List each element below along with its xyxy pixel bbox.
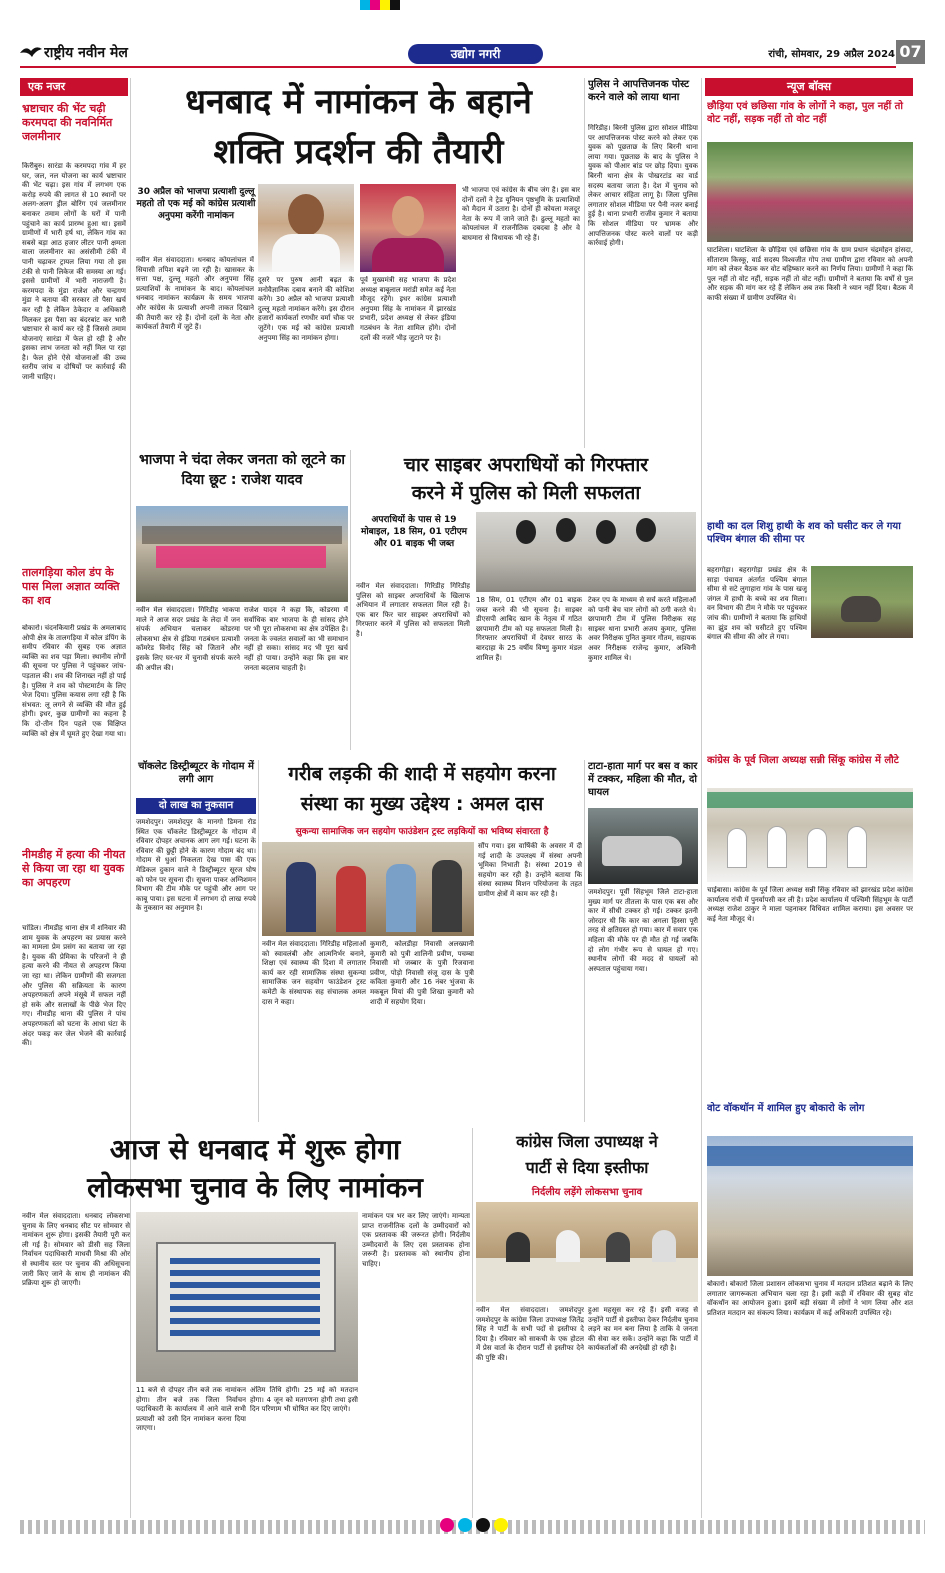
story-body: किरीबुरु। सारंडा के करमपदा गांव में हर घर, जल, नल योजना का कार्य भ्रष्टाचार की भेंट चढ़ा। इस गांव में लगभग एक करोड़ रुपये की लागत से 10 स्थानों पर अलग-अलग ड्रील बोरिंग एवं जलमीनार बनाकर तमाम लोगों के घरों में पानी पहुंचाने का कार्य प्रारम्भ हुआ था। इसमें ग्रामीणों में भारी हर्ष था, लेकिन गांव का सबसे बड़ा आठ हजार लीटर पानी क्षमता वाला जलमीनार का असंसीमी टंकी में पानी चढ़ाकर ट्रायल लिया गया तो इस टंकी से पानी लिकेज की समस्या आ गई। इससे ग्रामीणों में भारी नाराजगी है। करमपदा के मुंडा राजेश और चन्द्रगण मुंडा ने बताया की सरकार तो पैसा खर्च कर रही है लेकिन ठेकेदार व अधिकारी मिलकर इस पैसा का बंदरबांट कर भारी भ्रष्टाचार से कार्य कर रहे हैं जिससे तमाम योजनाएं सारंडा में फेल हो रही है और इसका लाभ जनता को नहीं मिल पा रहा है। फेल होने ऐसे योजनाओं की उच्च स्तरीय जांच व दोषियों पर कार्रवाई की जानी चाहिए। <box>22 162 126 382</box>
resign-body: हुआ महसूस कर रहे हैं। इसी वजह से उन्होंने पार्टी से इस्तीफा देकर निर्दलीय चुनाव लड़ने का मन बना लिया है ताकि वे जनता की सेवा कर सकें। उन्होंने कहा कि पार्टी में कार्यकर्ताओं की अनदेखी हो रही है। <box>588 1306 698 1353</box>
walkathon-photo <box>707 1136 913 1276</box>
resign-kicker: निर्दलीय लड़ेंगे लोकसभा चुनाव <box>531 1187 643 1198</box>
masthead <box>20 40 925 70</box>
cyber-body: नवीन मेल संवाददाता। गिरिडीह गिरिडीह पुलिस को साइबर अपराधियों के खिलाफ अभियान में लगातार सफलता मिल रही है। एक बार फिर चार साइबर अपराधियों को गिरफ्तार करने में पुलिस को सफलता मिली है। <box>356 582 470 638</box>
lead-kicker: 30 अप्रैल को भाजपा प्रत्याशी दुल्लू महतो तो एक मई को कांग्रेस प्रत्याशी अनुपमा करेंगी नामांकन <box>136 187 256 221</box>
marriage-title-line1: गरीब लड़की की शादी में सहयोग करना <box>288 763 556 785</box>
page-number: 07 <box>896 40 925 64</box>
bird-logo-icon <box>20 44 42 58</box>
nomination-body: अंतिम तिथि होगी। 25 मई को मतदान होगा। 4 जून को मतगणना होगी तथा इसी दिन परिणाम भी घोषित कर दिए जाएंगे। <box>250 1386 358 1414</box>
nomination-title-line2: लोकसभा चुनाव के लिए नामांकन <box>87 1171 423 1204</box>
cyber-title-line1: चार साइबर अपराधियों को गिरफ्तार <box>403 454 649 476</box>
story-title: वोट वॉकथॉन में शामिल हुए बोकारो के लोग <box>707 1103 865 1114</box>
news-box-label: न्यूज बॉक्स <box>705 78 913 96</box>
marriage-body: नवीन मेल संवाददाता। गिरिडीह महिलाओं को स्वावलंबी और आत्मनिर्भर बनाने, शिक्षा एवं स्वास्थ्य की दिशा में लगातार कार्य कर रही सामाजिक संस्था सुकन्या सामाजिक जन सहयोग फाउंडेशन ट्रस्ट कमेटी के संस्थापक सह संचालक अमल दास ने कहा। <box>262 940 366 1006</box>
story-title: भ्रष्टाचार की भेंट चढ़ी करमपदा की नवनिर्मित जलमीनार <box>22 102 113 143</box>
lead-headline-line2: शक्ति प्रदर्शन की तैयारी <box>213 132 504 172</box>
story-body: बोकारो। चंदनकियारी प्रखंड के अमलाबाद ओपी क्षेत्र के तालगड़िया में कोल डंपिंग के समीप रविवार की सुबह एक अज्ञात व्यक्ति का शव पड़ा मिला। स्थानीय लोगों की सूचना पर पुलिस ने पहुंचकर जांच-पड़ताल की। शव की शिनाख्त नहीं हो पाई है। पुलिस ने शव को पोस्टमार्टम के लिए भेज दिया। पुलिस कयास लगा रही है कि संभवत: लू लगने से व्यक्ति की मौत हुई होगी। इधर, कुछ ग्रामीणों का कहना है कि दो-तीन दिन पहले एक विक्षिप्त व्यक्ति को क्षेत्र में घूमते हुए देखा गया था। <box>22 624 126 738</box>
nomination-title-line1: आज से धनबाद में शुरू होगा <box>109 1133 401 1166</box>
accident-body: जमशेदपुर। पूर्वी सिंहभूम जिले टाटा-हाता मुख्य मार्ग पर तीतला के पास एक बस और कार में सीधी टक्कर हो गई। टक्कर इतनी जोरदार थी कि कार का अगला हिस्सा पूरी तरह से क्षतिग्रस्त हो गया। कार में सवार एक महिला की मौके पर ही मौत हो गई जबकि दो लोग गंभीर रूप से घायल हो गए। स्थानीय लोगों की मदद से घायलों को अस्पताल पहुंचाया गया। <box>588 888 698 973</box>
village-meeting-photo <box>707 142 913 242</box>
column-rule <box>584 760 585 1122</box>
marriage-support-photo <box>262 842 474 936</box>
story-title: छौड़िया एवं छछिसा गांव के लोगों ने कहा, पुल नहीं तो वोट नहीं, सड़क नहीं तो वोट नहीं <box>707 101 903 125</box>
section-label: उद्योग नगरी <box>408 44 543 64</box>
story-body: चाईबासा। कांग्रेस के पूर्व जिला अध्यक्ष सन्नी सिंकू रविवार को झारखंड प्रदेश कांग्रेस कार्यालय रांची में पुनर्वापसी कर ली है। प्रदेश कार्यालय में पश्चिमी सिंहभूम के पार्टी अध्यक्ष राजेश ठाकुर ने माला पहनाकर विधिवत शामिल कराया। इस अवसर पर कई नेता मौजूद थे। <box>707 886 913 923</box>
story-title: कांग्रेस के पूर्व जिला अध्यक्ष सन्नी सिंकू कांग्रेस में लौटे <box>707 755 899 766</box>
lead-headline-line1: धनबाद में नामांकन के बहाने <box>185 82 532 122</box>
cyber-body: टेकर एप के माध्यम से सर्च करते महिलाओं को पानी बेच चार लोगों को ठगी करते थे। छापामारी टीम में पुलिस निरीक्षक सह साइबर थाना प्रभारी अजय कुमार, पुलिस अवर निरीक्षक पुनित कुमार गौतम, सहायक अवर निरीक्षक राजेन्द्र कुमार, अश्विनी कुमार शामिल थे। <box>588 596 696 662</box>
bjp-story-body: राजेश यादव ने कहा कि, कोडरमा में सर्वाधिक बार भाजपा के ही सांसद होने पर भी पूरा लोकसभा का क्षेत्र उपेक्षित है। जनता के ज्वलंत सवालों का भी समाधान नहीं हो सका। सांसद मद भी पूरा खर्च नहीं हो पाया। उन्होंने कहा कि इस बार जनता बदलाव चाहती है। <box>244 606 348 672</box>
cyber-kicker: अपराधियों के पास से 19 मोबाइल, 18 सिम, 01 एटीएम और 01 बाइक भी जब्त <box>360 515 468 549</box>
column-rule <box>472 1128 473 1518</box>
fire-body: जमशेदपुर। जमशेदपुर के मानगो डिमना रोड स्थित एक चॉकलेट डिस्ट्रीब्यूटर के गोदाम में रविवार दोपहर अचानक आग लग गई। घटना के रविवार की छुट्टी होने के कारण गोदाम बंद था। गोदाम से धुआं निकलता देख पास की एक मेडिकल दुकान वाले ने डिस्ट्रीब्यूटर सूरज घोष को फोन पर सूचना दी। सूचना पाकर अग्निशमन विभाग की टीम मौके पर पहुंची और आग पर काबू पाया। इस घटना में लगभग दो लाख रुपये के नुकसान का अनुमान है। <box>136 818 256 913</box>
cyber-title-line2: करने में पुलिस को मिली सफलता <box>411 482 641 504</box>
story-body: बोकारो। बोकारो जिला प्रशासन लोकसभा चुनाव में मतदान प्रतिशत बढ़ाने के लिए लगातार जागरूकता अभियान चला रहा है। इसी कड़ी में रविवार की सुबह वोट वॉकथॉन का आयोजन हुआ। इसमें बड़ी संख्या में लोगों ने भाग लिया और शत प्रतिशत मतदान का संकल्प लिया। कार्यक्रम में कई अधिकारी उपस्थित रहे। <box>707 1280 913 1317</box>
nomination-body: नामांकन पत्र भर कर लिए जाएंगे। मान्यता प्राप्त राजनीतिक दलों के उम्मीदवारों को एक प्रस्तावक की जरूरत होगी। निर्दलीय उम्मीदवारों के लिए दस प्रस्तावक होना जरूरी है। प्रस्तावक को स्थानीय होना चाहिए। <box>362 1212 470 1268</box>
marriage-kicker: सुकन्या सामाजिक जन सहयोग फाउंडेशन ट्रस्ट लड़कियों का भविष्य संवारता है <box>295 827 549 837</box>
column-rule <box>350 450 351 750</box>
marriage-title-line2: संस्था का मुख्य उद्देश्य : अमल दास <box>300 793 544 815</box>
column-rule <box>130 78 131 1518</box>
paper-name: राष्ट्रीय नवीन मेल <box>44 45 128 61</box>
evm-machine-photo <box>136 1212 358 1382</box>
lead-body: पूर्व मुख्यमंत्री सह भाजपा के प्रदेश अध्यक्ष बाबूलाल मरांडी समेत कई नेता मौजूद रहेंगे। इधर कांग्रेस प्रत्याशी अनुपमा सिंह के नामांकन में झारखंड प्रभारी, प्रदेश अध्यक्ष से लेकर इंडिया गठबंधन के नेता शामिल होंगे। दोनों दलों की नजरें भीड़ जुटाने पर है। <box>360 276 456 342</box>
press-conference-photo <box>476 1202 698 1302</box>
bjp-story-body: नवीन मेल संवाददाता। गिरिडीह भाकपा माले ने आज सदर प्रखंड के लेदा में जन संपर्क अभियान चलाकर कोडरमा लोकसभा क्षेत्र से इंडिया गठबंधन प्रत्याशी कॉमरेड विनोद सिंह को जिताने और इसके लिए घर-घर में चुनावी संपर्क करने की अपील की। <box>136 606 240 672</box>
bjp-story-title: भाजपा ने चंदा लेकर जनता को लूटने का दिया छूट : राजेश यादव <box>138 452 346 488</box>
fire-title: चॉकलेट डिस्ट्रीब्यूटर के गोदाम में लगी आग <box>138 761 254 785</box>
column-rule <box>258 760 259 1122</box>
accident-title: टाटा-हाता मार्ग पर बस व कार में टक्कर, महिला की मौत, दो घायल <box>588 761 698 798</box>
marriage-body: सौंप गया। इस वार्षिकी के अवसर में दी गई शादी के उपलक्ष्य में संस्था अपनी भूमिका निभाती है। संस्था 2019 से सहयोग कर रही है। उन्होंने बताया कि संस्था स्वास्थ्य मिशन परियोजना के तहत ग्रामीण क्षेत्रों में काम कर रही है। <box>478 842 582 898</box>
nomination-body: नवीन मेल संवाददाता। धनबाद लोकसभा चुनाव के लिए धनबाद सीट पर सोमवार से नामांकन शुरू होगा। इसकी तैयारी पूरी कर ली गई है। सोमवार को डीसी सह जिला निर्वाचन पदाधिकारी माधवी मिश्रा की ओर से स्थानीय स्तर पर चुनाव की अधिसूचना जारी किए जाने के साथ ही नामांकन की प्रक्रिया शुरू हो जाएगी। <box>22 1212 130 1288</box>
lead-body: भी भाजपा एवं कांग्रेस के बीच जंग है। इस बार दोनों दलों ने ट्रेड यूनियन पृष्ठभूमि के प्रत्याशियों को मैदान में उतारा है। दोनों ही कोयला मजदूर नेता के रूप में जाने जाते हैं। ढुल्लू महतो का कोयलांचल में राजनीतिक दबदबा है और वे बाघमारा से विधायक भी रहे हैं। <box>462 186 580 242</box>
dateline: रांची, सोमवार, 29 अप्रैल 2024 <box>768 49 895 60</box>
story-body: चांडिल। नीमडीह थाना क्षेत्र में शनिवार की शाम युवक के अपहरण का प्रयास करने का मामला प्रेम प्रसंग का बताया जा रहा है। युवक की प्रेमिका के परिजनों ने ही हत्या करने की नीयत से अपहरण किया जा रहा था। लेकिन ग्रामीणों की सजगता और पुलिस की सक्रियता के कारण अपहरणकर्ता अपने मंसूबे में सफल नहीं हो सके और सलाखों के पीछे भेज दिए गए। नीमडीह थाना की पुलिस ने पांच अपहरणकर्ता को घटना के आधा घंटा के अंदर पकड़ कर जेल भेजने की कार्रवाई की। <box>22 924 126 1048</box>
nomination-headline <box>20 1128 490 1208</box>
story-body: बहरागोड़ा। बहरागोड़ा प्रखंड क्षेत्र के साड़ा पंचायत अंतर्गत पश्चिम बंगाल सीमा से सटे लुगाहारा गांव के पास खजू जंगल में हाथी के बच्चे का शव मिला। वन विभाग की टीम ने मौके पर पहुंचकर जांच की। ग्रामीणों ने बताया कि हाथियों का झुंड शव को घसीटते हुए पश्चिम बंगाल की सीमा की ओर ले गया। <box>707 566 807 642</box>
nomination-body: 11 बजे से दोपहर तीन बजे तक नामांकन होगा। तीन बजे तक जिला निर्वाचन पदाधिकारी के कार्यालय में आने वाले सभी प्रत्याशी को उसी दिन नामांकन करना दिया जाएगा। <box>136 1386 246 1433</box>
cyber-body: 18 सिम, 01 एटीएम और 01 बाइक जब्त करने की भी सूचना है। साइबर डीएसपी आबिद खान के नेतृत्व में गठित छापामारी टीम को यह सफलता मिली है। गिरफ्तार अपराधियों में देवघर सारठ के बारदाहा के 25 वर्षीय विष्णु कुमार मंडल शामिल हैं। <box>476 596 582 662</box>
resign-title-line2: पार्टी से दिया इस्तीफा <box>525 1158 649 1177</box>
ek-nazar-label: एक नजर <box>20 78 128 96</box>
lead-body: दूसरे पर पुरुष आनी बढ़त के मनोवैज्ञानिक दबाव बनाने की कोशिश करेंगे। 30 अप्रैल को भाजपा प्रत्याशी दुल्लू महतो नामांकन करेंगे। इस दौरान हजारों कार्यकर्ता रणधीर वर्मा चौक पर जुटेंगे। एक मई को कांग्रेस प्रत्याशी अनुपमा सिंह का नामांकन होगा। <box>258 276 354 342</box>
accident-car-photo <box>588 808 698 884</box>
fire-subtitle: दो लाख का नुकसान <box>136 798 256 814</box>
column-rule <box>701 78 702 1518</box>
story-title: नीमडीह में हत्या की नीयत से किया जा रहा था युवक का अपहरण <box>22 848 126 889</box>
cyber-arrest-photo <box>476 512 696 592</box>
police-post-title: पुलिस ने आपत्तिजनक पोस्ट करने वाले को लाया थाना <box>588 79 690 103</box>
dhullu-mahto-photo <box>258 184 354 272</box>
masthead-rule <box>20 66 896 68</box>
resign-body: नवीन मेल संवाददाता। जमशेदपुर जमशेदपुर के कांग्रेस जिला उपाध्यक्ष जितेंद्र सिंह ने पार्टी के सभी पदों से इस्तीफा दे दिया है। रविवार को साकची के एक होटल में प्रेस वार्ता के दौरान पार्टी से इस्तीफा देने की पुष्टि की। <box>476 1306 584 1362</box>
anupama-singh-photo <box>360 184 456 272</box>
marriage-body: कुमारी, कोलडीहा निवासी अलख्यानी कुमारी को पुत्री शालिनी प्रवीण, पचम्बा निवासी मो जब्बार के पुत्री रिजवाना प्रवीण, पोड़ो निवासी संजू दास के पुत्री कविता कुमारी और 16 नंबर भुंजवा के मकबूल मियां की पुत्री शिखा कुमारी को शादी में सहयोग दिया। <box>370 940 474 1006</box>
story-title: तालगड़िया कोल डंप के पास मिला अज्ञात व्यक्ति का शव <box>22 566 120 607</box>
lead-body: नवीन मेल संवाददाता। धनबाद कोयलांचल में सियासी तपिश बढ़ने जा रही है। खासकर के सत्ता पक्ष, दुल्लू महतो और अनुपमा सिंह प्रत्याशियों के नामांकन के बाद। कोयलांचल धनबाद नामांकन कार्यक्रम के समय भाजपा और कांग्रेस के प्रत्याशी अपनी ताकत दिखाने की तैयारी कर रहे हैं। दोनों दलों के नेता और कार्यकर्ता तैयारी में जुटे हैं। <box>136 256 254 332</box>
color-dots <box>440 1518 510 1536</box>
congress-event-photo <box>707 788 913 882</box>
lead-headline <box>136 78 581 182</box>
police-post-body: गिरिडीह। बिरनी पुलिस द्वारा सोशल मीडिया पर आपत्तिजनक पोस्ट करने को लेकर एक युवक को पूछताछ के लिए बिरनी थाना लाया गया। पूछताछ के बाद के पुलिस ने युवक को पीआर बांड पर छोड़ दिया। युवक बिरनी थाना क्षेत्र के पोखरटांड का वार्ड सदस्य बताया जाता है। देश में चुनाव को लेकर आचार संहिता लागू है। जिला पुलिस लगातार सोशल मीडिया पर पैनी नजर बनाई हुई है। थाना प्रभारी राजीव कुमार ने बताया कि सोशल मीडिया पर भ्रामक और आपत्तिजनक पोस्ट करने वालों पर कड़ी कार्रवाई होगी। <box>588 124 698 248</box>
story-title: हाथी का दल शिशु हाथी के शव को घसीट कर ले गया पश्चिम बंगाल की सीमा पर <box>707 521 901 545</box>
column-rule <box>584 78 585 448</box>
resign-title-line1: कांग्रेस जिला उपाध्यक्ष ने <box>516 1132 658 1151</box>
story-body: घाटशिला। घाटशिला के छौड़िया एवं छछिसा गांव के ग्राम प्रधान चंद्रमोहन हांसदा, सीताराम किस्कू, वार्ड सदस्य विश्वजीत गोप तथा ग्रामीण द्वारा रविवार को अपनी मांग को लेकर बैठक कर वोट बहिष्कार करने का निर्णय लिया। ग्रामीणों ने कहा कि पुल नहीं तो वोट नहीं, सड़क नहीं तो वोट नहीं। ग्रामीणों ने बताया कि वर्षों से पुल और सड़क की मांग कर रहे हैं लेकिन अब तक किसी ने ध्यान नहीं दिया। बैठक में काफी संख्या में ग्रामीण उपस्थित थे। <box>707 246 913 302</box>
bjp-rally-photo <box>136 506 348 602</box>
color-registration-strip <box>360 0 400 10</box>
elephant-photo <box>811 566 913 638</box>
